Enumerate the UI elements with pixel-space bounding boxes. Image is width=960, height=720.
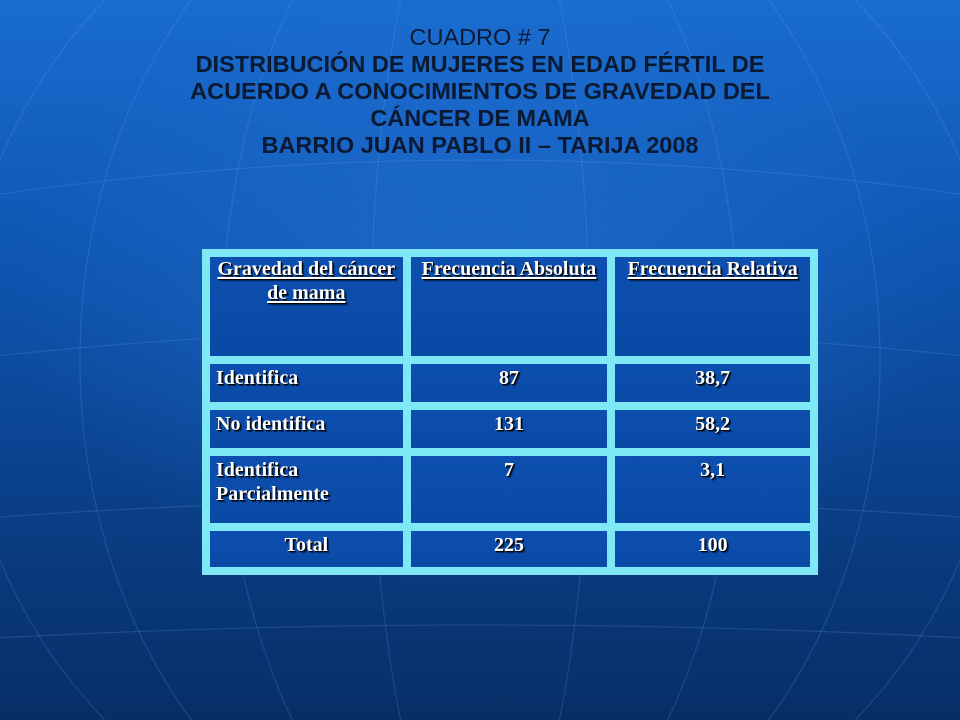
table-total-row xyxy=(210,531,810,567)
header-cell-frecuencia-absoluta xyxy=(411,257,608,356)
cell-text: Identifica xyxy=(216,366,299,389)
title-line-2: DISTRIBUCIÓN DE MUJERES EN EDAD FÉRTIL DE xyxy=(195,51,765,77)
absolute-cell xyxy=(411,364,608,402)
table-row xyxy=(210,410,810,448)
slide-title xyxy=(60,24,900,159)
title-line-1: CUADRO # 7 xyxy=(409,24,551,50)
cell-text: 38,7 xyxy=(695,366,731,389)
absolute-cell xyxy=(411,410,608,448)
cell-text: 3,1 xyxy=(700,459,726,482)
header-cell-frecuencia-relativa xyxy=(615,257,810,356)
row-label-cell xyxy=(210,456,403,522)
frequency-table-frame xyxy=(202,249,818,575)
total-absolute-cell xyxy=(411,531,608,567)
title-line-3: ACUERDO A CONOCIMIENTOS DE GRAVEDAD DEL xyxy=(190,78,770,104)
cell-text: 131 xyxy=(493,412,524,435)
row-label-cell xyxy=(210,410,403,448)
header-label: Frecuencia Absoluta xyxy=(421,258,597,280)
cell-text: 7 xyxy=(503,459,514,482)
title-line-5: BARRIO JUAN PABLO II – TARIJA 2008 xyxy=(261,132,699,158)
cell-text: Total xyxy=(284,533,329,556)
frequency-table xyxy=(202,249,818,575)
table-row xyxy=(210,456,810,522)
relative-cell xyxy=(615,456,810,522)
relative-cell xyxy=(615,410,810,448)
cell-text: 225 xyxy=(493,533,524,556)
total-label-cell xyxy=(210,531,403,567)
absolute-cell xyxy=(411,456,608,522)
cell-text: Identifica Parcialmente xyxy=(216,459,329,506)
cell-text: 100 xyxy=(697,533,728,556)
header-cell-gravedad xyxy=(210,257,403,356)
table-row xyxy=(210,364,810,402)
table-header-row xyxy=(210,257,810,356)
cell-text: No identifica xyxy=(216,412,326,435)
title-line-4: CÁNCER DE MAMA xyxy=(370,105,590,131)
row-label-cell xyxy=(210,364,403,402)
total-relative-cell xyxy=(615,531,810,567)
header-label: Gravedad del cáncer de mama xyxy=(217,258,396,304)
header-label: Frecuencia Relativa xyxy=(627,258,798,280)
cell-text: 58,2 xyxy=(695,412,731,435)
relative-cell xyxy=(615,364,810,402)
cell-text: 87 xyxy=(498,366,519,389)
